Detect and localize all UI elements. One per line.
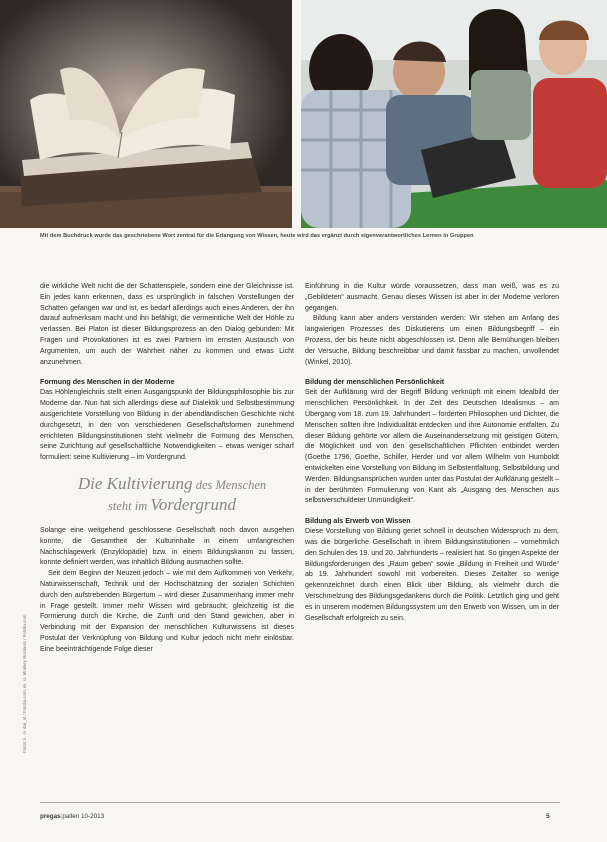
pull-quote-emphasis-1: Die Kultivierung xyxy=(77,473,193,493)
left-column xyxy=(40,282,294,656)
footer-publication: pregas:pallen 10-2013 xyxy=(40,813,105,820)
left-paragraph-3: Seit dem Beginn der Neuzeit jedoch – wie mit dem Aufkommen von Verkehr, Naturwissenschaft, Technik und der Hochschätzung der sozialen Schichten durch den aufstrebenden Bürgertum – wird dieser Zusammenhang immer mehr in Frage gestellt. Immer mehr Wissen wird gebraucht; gleichzeitig ist die Formierung durch die Kirche, die Zunft und den Stand gewichen, aber in Verbindung mit der Expansion der menschlichen Kulturwissens ist dieses Postulat der Verknüpfung von Bildung und Kultur jedoch nicht mehr einlösbar. Eine beeinträchtigende Folge dieser xyxy=(40,570,294,653)
photo-credit: Fotos: li. © dar_st / Fotolia.com; re. © Monkey Business / Fotolia.com xyxy=(22,614,27,753)
right-paragraph-0: Bildung kann aber anders verstanden werden: Wir stehen am Anfang des langwierigen Prozesses des Diskutierens um einen Bildungsbegriff – ein Prozess, der bis heute nicht abgeschlossen ist. Denn alle Bemühungen bleiben der Versuche, Bildung beschreibbar und damit fassbar zu machen, unvollendet (Winkel, 2010). xyxy=(305,315,559,366)
page-number: 5 xyxy=(546,813,550,820)
pull-quote xyxy=(50,474,294,516)
magazine-name: pregas xyxy=(40,813,61,820)
left-paragraph-1: Das Höhlengleichnis stellt einen Ausgangspunkt der Bildungsphilosophie bis zur Moderne dar. Nun hat sich allerdings diese auf Dialektik und Selbstbestimmung ausgerichtete Vorstellung von Bildung in der abendländischen Geschichte nicht durchgesetzt, in den von verschiedenen Gesellschaftsformen zunehmend errichteten Bildungsinstitutionen steht vielmehr die Formung des Menschen, seine Zurichtung auf gesellschaftliche Notwendigkeiten – etwas weniger scharf formuliert: seine Kultivierung – im Vordergrund. xyxy=(40,389,294,462)
photo-caption: Mit dem Buchdruck wurde das geschriebene Wort zentral für die Erlangung von Wissen, heute wird das ergänzt durch eigenverantwortliches Lernen in Gruppen xyxy=(40,233,474,239)
right-column xyxy=(305,282,559,624)
left-intro-paragraph: die wirkliche Welt nicht die der Schattenspiele, sondern eine der Gleichnisse ist. Ein jedes kann erkennen, dass es ursprünglich in falschen Vorstellungen der Schatten gefangen war und ist, es bedarf allerdings auch eines Anderen, der ihn darauf aufmerksam macht und ihn befähigt, die vermeintliche Welt der Höhle zu verlassen. Bei Platon ist dieser Bildungsprozess an den Dialog gebunden: Mit Fragen und Provokationen ist es zwei Partnern im ernsten Austausch von Argumenten, um auch der Wahrheit näher zu kommen und etwas Licht anzunehmen. xyxy=(40,283,294,366)
right-paragraph-2: Diese Vorstellung von Bildung geriet schnell in deutschen Widerspruch zu dem, was die bürgerliche Gesellschaft in ihrem Bildungsinstitutionen – vornehmlich den Schulen des 19. und 20. Jahrhunderts – realisiert hat. So gingen Aspekte der Bildungsforderungen des „Raum geben“ sowie „Bildung in Freiheit und Würde“ ab 19. Jahrhundert sowohl mit vorbereiten. Dieses Zeitalter so wenige gekennzeichnet durch einen Blick über Bildung, als vielmehr durch die Verschmelzung des Bildungsgedankens durch die Politik. Letztlich ging und geht es in unserem modernen Bildungssystem um den Erwerb von Wissen, um in der Gesellschaft erfolgreich zu sein. xyxy=(305,528,559,622)
right-paragraph-1: Seit der Aufklärung wird der Begriff Bildung verknüpft mit einem Idealbild der menschlichen Persönlichkeit. In der Zeit des Deutschen Idealismus – am Übergang vom 18. zum 19. Jahrhundert – forderten Philosophen und Dichter, die Menschen sollten ihre Individualität entdecken und ihre Autonomie entfalten. Zu dieser Bildung gehörte vor allem die Auseinandersetzung mit geistigen Gütern, die Möglichkeit und von den gesellschaftlichen Pflichten entbindet werden (Goethe 1796, Goethe, Schiller, Herder und vor allem Wilhelm von Humboldt entwickelten eine Vorstellung von Bildung im Selbstentfaltung, Selbstbildung und Werden. Bildungsansprüchen wurden unter das Postulat der Aufklärung gestellt – in der berühmten Formulierung von Kant als „Ausgang des Menschen aus selbstverschuldeter Unmündigkeit“. xyxy=(305,389,559,505)
pull-quote-text-2: steht im xyxy=(108,498,151,513)
section-heading-wissen: Bildung als Erwerb von Wissen xyxy=(305,517,411,526)
left-paragraph-2: Solange eine weitgehend geschlossene Gesellschaft noch davon ausgehen konnte, die Gesamtheit der Kulturinhalte in einem umfangreichen Nachschlagewerk (Enzyklopädie) bzw. in einem Bildungskanon zu fassen, konnte definiert werden, was inhaltlich Bildung ausmachen sollte. xyxy=(40,526,294,567)
footer-divider xyxy=(40,802,560,803)
section-heading-persoenlichkeit: Bildung der menschlichen Persönlichkeit xyxy=(305,378,445,387)
section-heading-moderne: Formung des Menschen in der Moderne xyxy=(40,378,175,387)
book-photo xyxy=(0,0,292,228)
students-photo xyxy=(301,0,607,228)
right-intro-paragraph: Einführung in die Kultur würde voraussetzen, dass man weiß, was es zu „Gebildeten“ ausmacht. Genau dieses Wissen ist aber in der Moderne verloren gegangen. xyxy=(305,283,559,312)
pull-quote-text-1: des Menschen xyxy=(192,477,267,492)
magazine-issue: pallen 10-2013 xyxy=(62,813,105,820)
pull-quote-emphasis-2: Vordergrund xyxy=(150,494,236,514)
